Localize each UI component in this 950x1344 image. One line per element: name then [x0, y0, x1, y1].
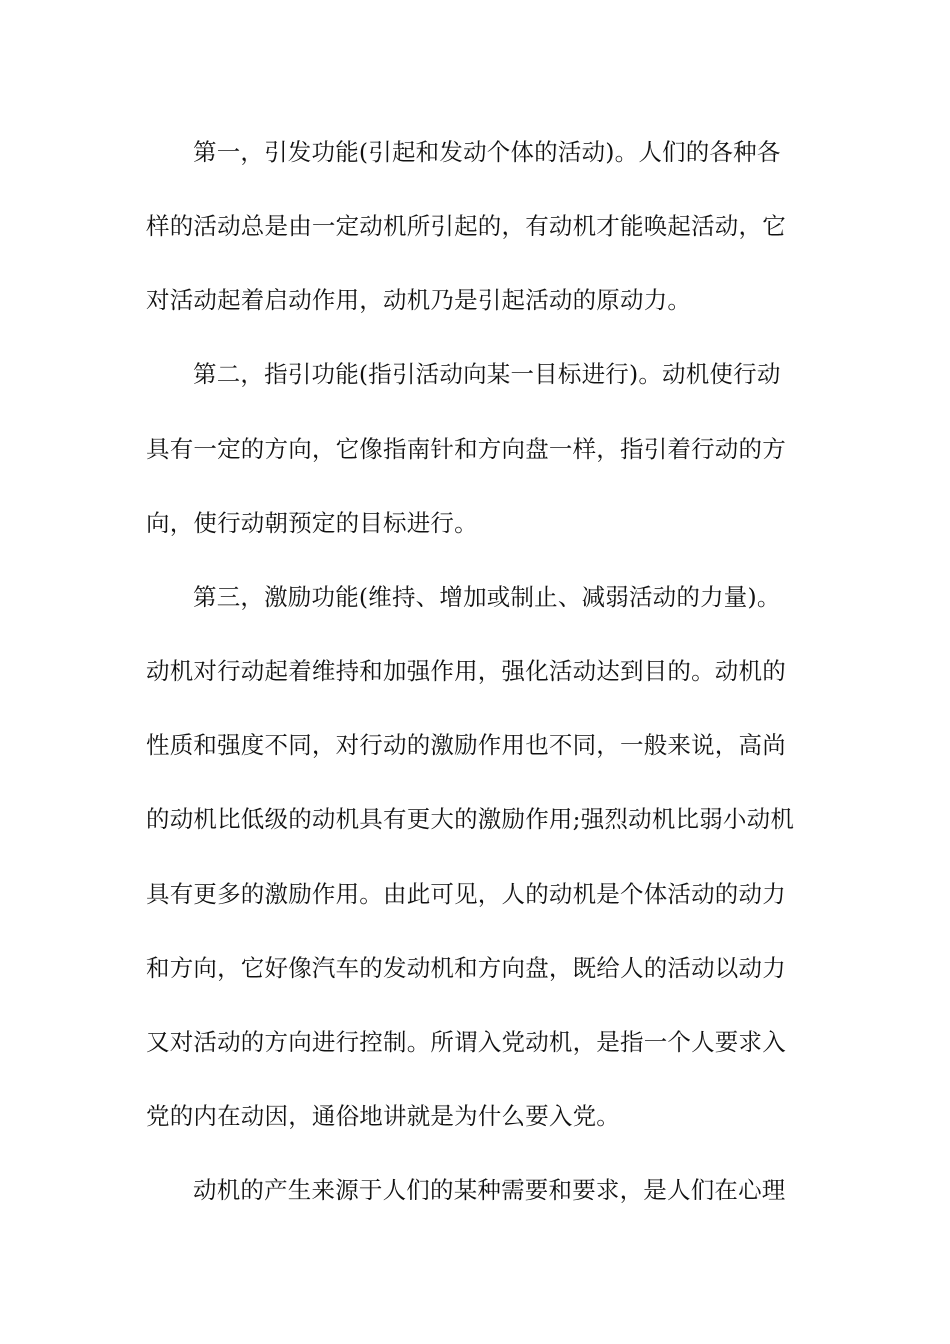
paragraph-3-line-7: 又对活动的方向进行控制。所谓入党动机，是指一个人要求入	[146, 1028, 786, 1056]
paragraph-3-line-8: 党的内在动因，通俗地讲就是为什么要入党。	[146, 1102, 620, 1130]
paragraph-1-line-3: 对活动起着启动作用，动机乃是引起活动的原动力。	[146, 286, 692, 314]
paragraph-1-line-2: 样的活动总是由一定动机所引起的，有动机才能唤起活动，它	[146, 212, 786, 240]
paragraph-2-line-1: 第二，指引功能(指引活动向某一目标进行)。动机使行动	[193, 360, 781, 388]
paragraph-2-line-3: 向，使行动朝预定的目标进行。	[146, 509, 478, 537]
paragraph-4-line-1: 动机的产生来源于人们的某种需要和要求，是人们在心理	[193, 1176, 786, 1204]
paragraph-3-line-1: 第三，激励功能(维持、增加或制止、减弱活动的力量)。	[193, 583, 781, 611]
paragraph-2-line-2: 具有一定的方向，它像指南针和方向盘一样，指引着行动的方	[146, 435, 786, 463]
paragraph-1-line-1: 第一，引发功能(引起和发动个体的活动)。人们的各种各	[193, 138, 781, 166]
paragraph-3-line-5: 具有更多的激励作用。由此可见，人的动机是个体活动的动力	[146, 880, 786, 908]
paragraph-3-line-4: 的动机比低级的动机具有更大的激励作用;强烈动机比弱小动机	[146, 805, 795, 833]
paragraph-3-line-3: 性质和强度不同，对行动的激励作用也不同，一般来说，高尚	[146, 731, 786, 759]
paragraph-3-line-6: 和方向，它好像汽车的发动机和方向盘，既给人的活动以动力	[146, 954, 786, 982]
paragraph-3-line-2: 动机对行动起着维持和加强作用，强化活动达到目的。动机的	[146, 657, 786, 685]
